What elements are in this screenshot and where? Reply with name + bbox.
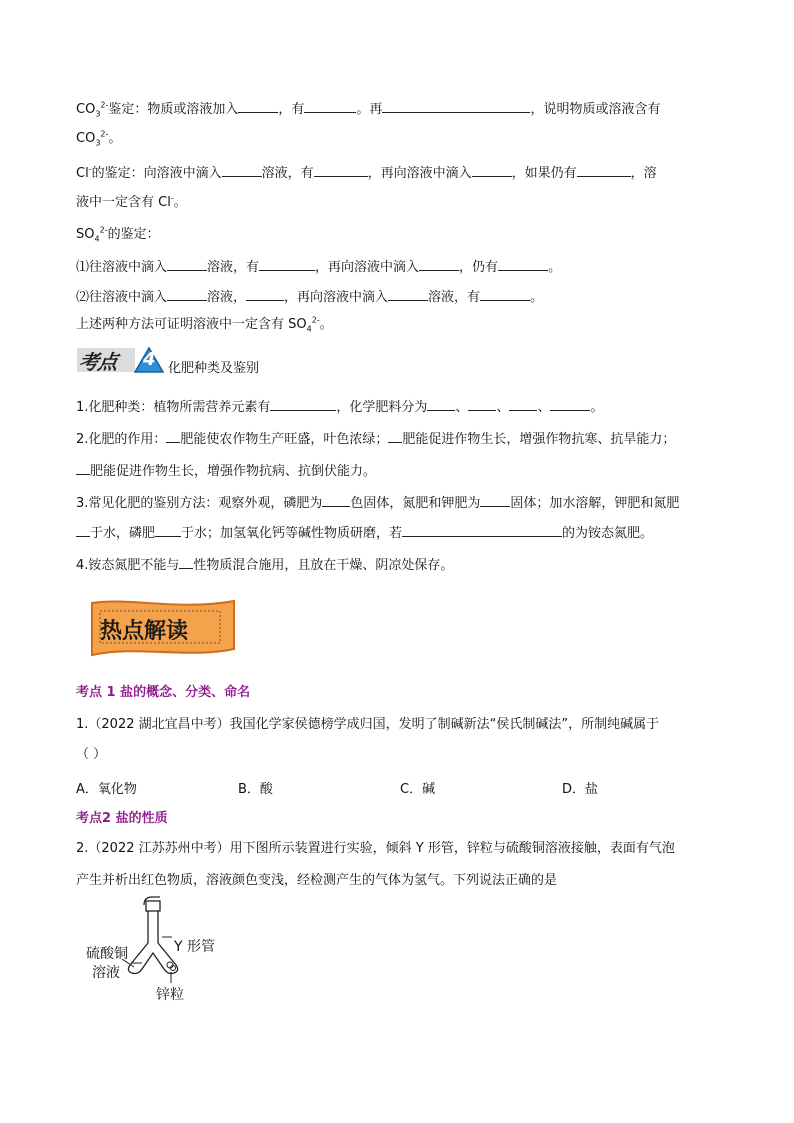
question-1-line2: （ ） [76, 747, 107, 762]
answer-blank[interactable] [238, 98, 278, 113]
answer-blank[interactable] [550, 396, 590, 411]
subscript: 4 [306, 324, 312, 334]
answer-blank[interactable] [509, 396, 537, 411]
answer-blank[interactable] [76, 522, 90, 537]
answer-blank[interactable] [222, 162, 262, 177]
text: 1.化肥种类：植物所需营养元素有 [76, 400, 271, 415]
text: 溶液，有 [428, 290, 481, 305]
answer-blank[interactable] [246, 286, 284, 301]
text: ，仍有 [459, 260, 499, 275]
cl-line-1 [76, 162, 657, 183]
text: 。 [548, 260, 562, 275]
text: 溶液，有 [261, 166, 314, 181]
text: 于水，磷肥 [90, 526, 156, 541]
option-c[interactable]: C．碱 [400, 782, 436, 797]
banner-text: 热点解读 [100, 619, 189, 644]
so4-title [76, 226, 160, 244]
so4-conclusion [76, 316, 333, 334]
text: 液中一定含有 Cl [76, 195, 171, 210]
fertilizer-p3-line1 [76, 492, 679, 513]
answer-blank[interactable] [419, 256, 459, 271]
fertilizer-p2-line2 [76, 460, 376, 481]
answer-blank[interactable] [270, 396, 336, 411]
option-b[interactable]: B．酸 [238, 782, 273, 797]
text: 的鉴定： [107, 227, 160, 242]
superscript: - [170, 193, 174, 203]
text: ，溶 [630, 166, 657, 181]
answer-blank[interactable] [314, 162, 368, 177]
text: ，再向溶液中滴入 [367, 166, 472, 181]
topic-2-heading: 考点2 盐的性质 [76, 811, 168, 826]
superscript: 2- [99, 225, 108, 235]
zinc-granule [167, 962, 173, 968]
answer-blank[interactable] [480, 286, 530, 301]
text: 、 [455, 400, 469, 415]
text: 肥能使农作物生产旺盛，叶色浓绿； [180, 432, 389, 447]
answer-blank[interactable] [382, 98, 530, 113]
answer-blank[interactable] [167, 286, 207, 301]
answer-blank[interactable] [388, 428, 402, 443]
text: 色固体，氮肥和钾肥为 [350, 496, 481, 511]
superscript: 2- [311, 315, 320, 325]
text: Cl [76, 166, 89, 181]
superscript: 2- [100, 100, 109, 110]
answer-blank[interactable] [472, 162, 512, 177]
badge-text: 考点 [77, 350, 119, 374]
text: SO [76, 227, 95, 242]
text: 上述两种方法可证明溶液中一定含有 SO [76, 317, 307, 332]
answer-blank[interactable] [179, 554, 193, 569]
so4-method-2 [76, 286, 543, 307]
text: 。 [108, 131, 122, 146]
fertilizer-p4 [76, 554, 453, 575]
question-2-line1: 2.（2022 江苏苏州中考）用下图所示装置进行实验，倾斜 Y 形管，锌粒与硫酸铜溶液接触，表面有气泡 [76, 841, 675, 856]
text: 2.化肥的作用： [76, 432, 167, 447]
answer-blank[interactable] [167, 256, 207, 271]
question-2-line2: 产生并析出红色物质，溶液颜色变浅，经检测产生的气体为氢气。下列说法正确的是 [76, 873, 558, 888]
text: 性物质混合施用，且放在干燥、阴凉处保存。 [193, 558, 454, 573]
answer-blank[interactable] [76, 460, 90, 475]
text: 肥能促进作物生长，增强作物抗病、抗倒伏能力。 [90, 464, 377, 479]
label-solution-2: 溶液 [92, 965, 120, 981]
cl-line-2 [76, 194, 187, 212]
co3-line-1 [76, 98, 660, 119]
answer-blank[interactable] [577, 162, 631, 177]
subscript: 3 [95, 109, 101, 119]
fertilizer-p3-line2 [76, 522, 653, 543]
answer-blank[interactable] [388, 286, 428, 301]
answer-blank[interactable] [480, 492, 510, 507]
question-1-line1: 1.（2022 湖北宜昌中考）我国化学家侯德榜学成归国，发明了制碱新法“侯氏制碱法”，所制纯碱属于 [76, 717, 660, 732]
text: 溶液，有 [207, 260, 260, 275]
text: 。再 [356, 102, 383, 117]
option-d[interactable]: D．盐 [562, 782, 599, 797]
co3-line-2 [76, 130, 121, 148]
text: 、 [496, 400, 510, 415]
label-y-tube: Y 形管 [174, 939, 216, 955]
stopper [146, 901, 160, 911]
text: 。 [319, 317, 333, 332]
text: 3.常见化肥的鉴别方法：观察外观，磷肥为 [76, 496, 323, 511]
subscript: 3 [95, 138, 101, 148]
text: 于水；加氢氧化钙等碱性物质研磨，若 [181, 526, 403, 541]
text: 、 [537, 400, 551, 415]
text: CO [76, 102, 96, 117]
text: 。 [173, 195, 187, 210]
answer-blank[interactable] [427, 396, 455, 411]
text: ，再向溶液中滴入 [315, 260, 420, 275]
fertilizer-p2-line1 [76, 428, 675, 449]
answer-blank[interactable] [166, 428, 180, 443]
answer-blank[interactable] [468, 396, 496, 411]
text: ，化学肥料分为 [336, 400, 428, 415]
text: 固体；加水溶解，钾肥和氮肥 [510, 496, 680, 511]
superscript: - [88, 164, 92, 174]
text: 的鉴定：向溶液中滴入 [91, 166, 222, 181]
badge-number: 4 [143, 349, 156, 370]
text: ，有 [278, 102, 305, 117]
so4-method-1 [76, 256, 561, 277]
answer-blank[interactable] [402, 522, 562, 537]
text: 溶液， [207, 290, 247, 305]
text: ，再向溶液中滴入 [284, 290, 389, 305]
label-zinc: 锌粒 [156, 987, 184, 1003]
text: ，说明物质或溶液含有 [530, 102, 661, 117]
superscript: 2- [100, 129, 109, 139]
option-a[interactable]: A．氧化物 [76, 782, 137, 797]
answer-blank[interactable] [498, 256, 548, 271]
kaodian-4-title: 化肥种类及鉴别 [168, 361, 260, 376]
answer-blank[interactable] [259, 256, 315, 271]
answer-blank[interactable] [322, 492, 350, 507]
answer-blank[interactable] [304, 98, 356, 113]
text: CO [76, 131, 96, 146]
text: 的为铵态氮肥。 [562, 526, 654, 541]
fertilizer-p1 [76, 396, 603, 417]
text: ⑴往溶液中滴入 [76, 260, 168, 275]
text: ，如果仍有 [511, 166, 577, 181]
text: 鉴定：物质或溶液加入 [108, 102, 239, 117]
label-solution-1: 硫酸铜 [86, 946, 128, 962]
topic-1-heading: 考点 1 盐的概念、分类、命名 [76, 685, 251, 700]
text: 。 [590, 400, 604, 415]
text: 4.铵态氮肥不能与 [76, 558, 180, 573]
text: 。 [530, 290, 544, 305]
text: 肥能促进作物生长，增强作物抗寒、抗旱能力； [402, 432, 676, 447]
kaodian-4-badge [77, 346, 172, 372]
text: ⑵往溶液中滴入 [76, 290, 168, 305]
answer-blank[interactable] [155, 522, 181, 537]
subscript: 4 [94, 234, 100, 244]
